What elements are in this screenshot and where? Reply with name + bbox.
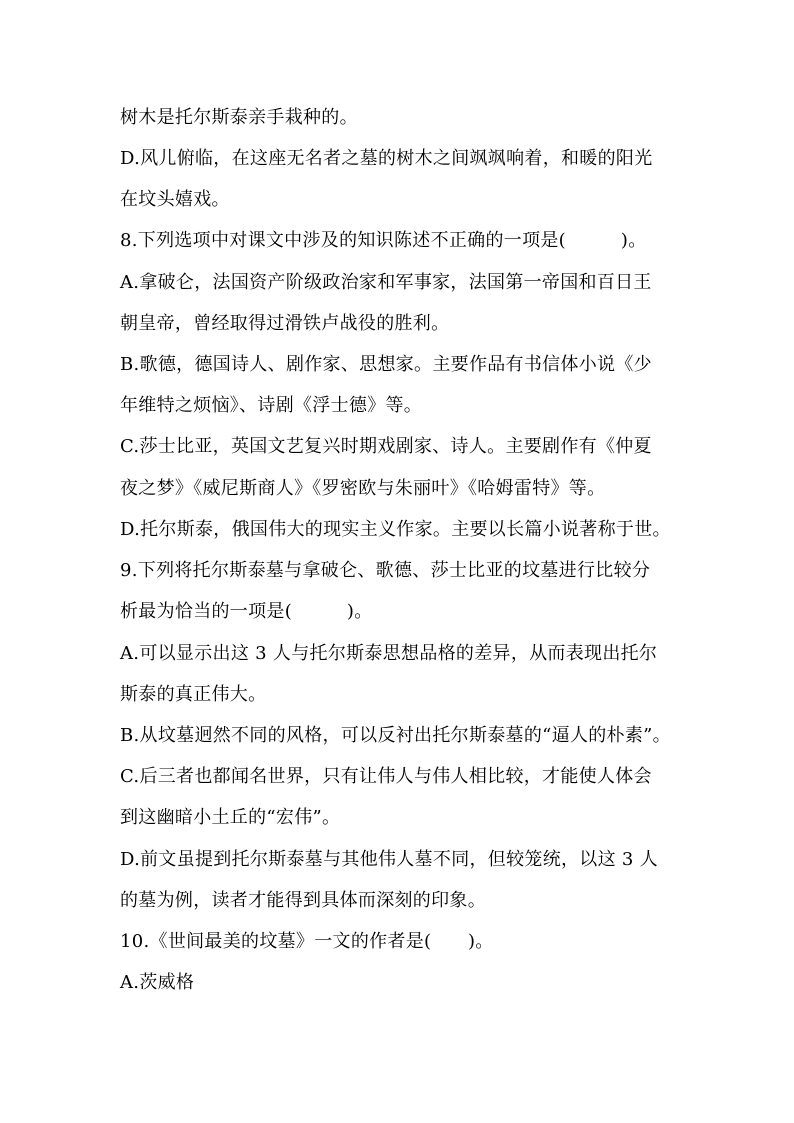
question-8: 8.下列选项中对课文中涉及的知识陈述不正确的一项是( )。	[120, 230, 647, 251]
option-d-line-1: D.风儿俯临，在这座无名者之墓的树木之间飒飒响着，和暖的阳光	[120, 148, 653, 169]
q9-option-a-line-2: 斯泰的真正伟大。	[120, 684, 267, 705]
q9-option-c-line-2: 到这幽暗小土丘的“宏伟”。	[120, 807, 341, 828]
q9-option-c-line-1: C.后三者也都闻名世界，只有让伟人与伟人相比较，才能使人体会	[120, 766, 652, 787]
q8-option-c-line-1: C.莎士比亚，英国文艺复兴时期戏剧家、诗人。主要剧作有《仲夏	[120, 436, 652, 457]
text-line-1: 树木是托尔斯泰亲手栽种的。	[120, 107, 358, 128]
question-9-line-2: 析最为恰当的一项是( )。	[120, 601, 373, 622]
q10-option-a: A.茨威格	[120, 972, 195, 993]
question-10: 10.《世间最美的坟墓》一文的作者是( )。	[120, 931, 494, 952]
question-9-line-1: 9.下列将托尔斯泰墓与拿破仑、歌德、莎士比亚的坟墓进行比较分	[120, 560, 651, 581]
q9-option-d-line-2: 的墓为例，读者才能得到具体而深刻的印象。	[120, 890, 486, 911]
q9-option-a-line-1: A.可以显示出这 3 人与托尔斯泰思想品格的差异，从而表现出托尔	[120, 643, 658, 664]
q9-option-d-line-1: D.前文虽提到托尔斯泰墓与其他伟人墓不同，但较笼统，以这 3 人	[120, 849, 659, 870]
q8-option-a-line-1: A.拿破仑，法国资产阶级政治家和军事家，法国第一帝国和百日王	[120, 272, 652, 293]
q8-option-a-line-2: 朝皇帝，曾经取得过滑铁卢战役的胜利。	[120, 313, 450, 334]
option-d-line-2: 在坟头嬉戏。	[120, 189, 230, 210]
q8-option-b-line-2: 年维特之烦恼》、诗剧《浮士德》等。	[120, 395, 423, 416]
q8-option-b-line-1: B.歌德，德国诗人、剧作家、思想家。主要作品有书信体小说《少	[120, 354, 652, 375]
q8-option-c-line-2: 夜之梦》《威尼斯商人》《罗密欧与朱丽叶》《哈姆雷特》等。	[120, 478, 606, 499]
q9-option-b: B.从坟墓迥然不同的风格，可以反衬出托尔斯泰墓的“逼人的朴素”。	[120, 725, 671, 746]
q8-option-d: D.托尔斯泰，俄国伟大的现实主义作家。主要以长篇小说著称于世。	[120, 519, 671, 540]
